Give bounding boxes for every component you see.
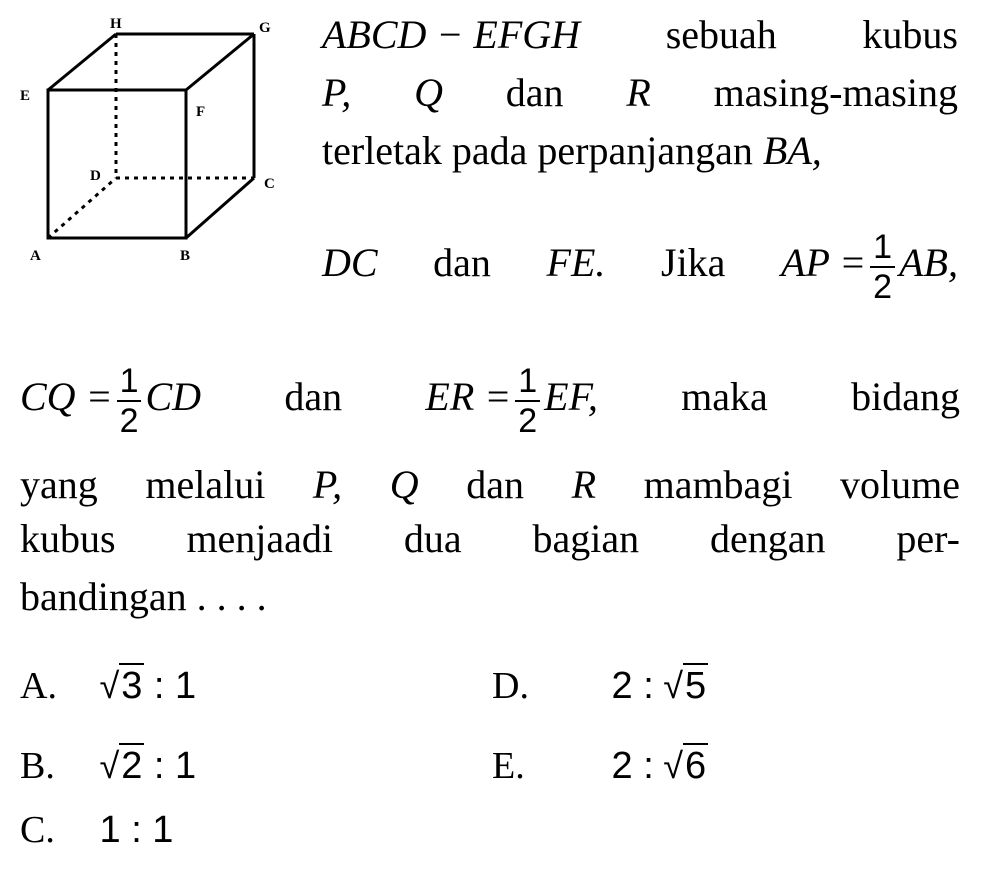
label-A: A: [30, 248, 41, 264]
option-c[interactable]: C. 1 : 1: [20, 809, 174, 851]
fraction-half: $\frac{1}{2}$: [515, 364, 540, 438]
question-line-6: yang melalui P, Q dan R mambagi volume: [20, 462, 960, 507]
label-E: E: [20, 88, 31, 104]
question-line-8: bandingan . . . .: [20, 574, 267, 619]
question-line-7: kubus menjaadi dua bagian dengan per-: [20, 516, 960, 561]
fraction-half: $\frac{1}{2}$: [870, 230, 895, 304]
label-G: G: [259, 20, 271, 36]
question-line-5: CQ = $\frac{1}{2}$ CD dan ER = $\frac{1}{2}$ EF, maka bidang: [20, 361, 960, 440]
question-line-3: terletak pada perpanjangan BA,: [322, 128, 822, 173]
sqrt-3: √3: [99, 665, 143, 707]
question-line-2: P, Q dan R masing-masing: [322, 70, 958, 115]
label-D: D: [90, 168, 101, 184]
option-d[interactable]: D. 2 : √5: [492, 665, 707, 707]
sqrt-2: √2: [99, 745, 143, 787]
sqrt-5: √5: [663, 665, 707, 707]
question-line-1: ABCD − EFGH sebuah kubus: [322, 12, 958, 57]
option-a[interactable]: A. √3 : 1: [20, 665, 197, 707]
label-C: C: [264, 176, 275, 192]
option-b[interactable]: B. √2 : 1: [20, 745, 197, 787]
sqrt-6: √6: [663, 745, 707, 787]
label-B: B: [180, 248, 191, 264]
label-H: H: [110, 16, 122, 32]
fraction-half: $\frac{1}{2}$: [117, 364, 142, 438]
question-line-4: DC dan FE. Jika AP = $\frac{1}{2}$ AB,: [322, 227, 958, 306]
cube-figure: [14, 10, 314, 280]
option-e[interactable]: E. 2 : √6: [492, 745, 707, 787]
label-F: F: [196, 104, 206, 120]
